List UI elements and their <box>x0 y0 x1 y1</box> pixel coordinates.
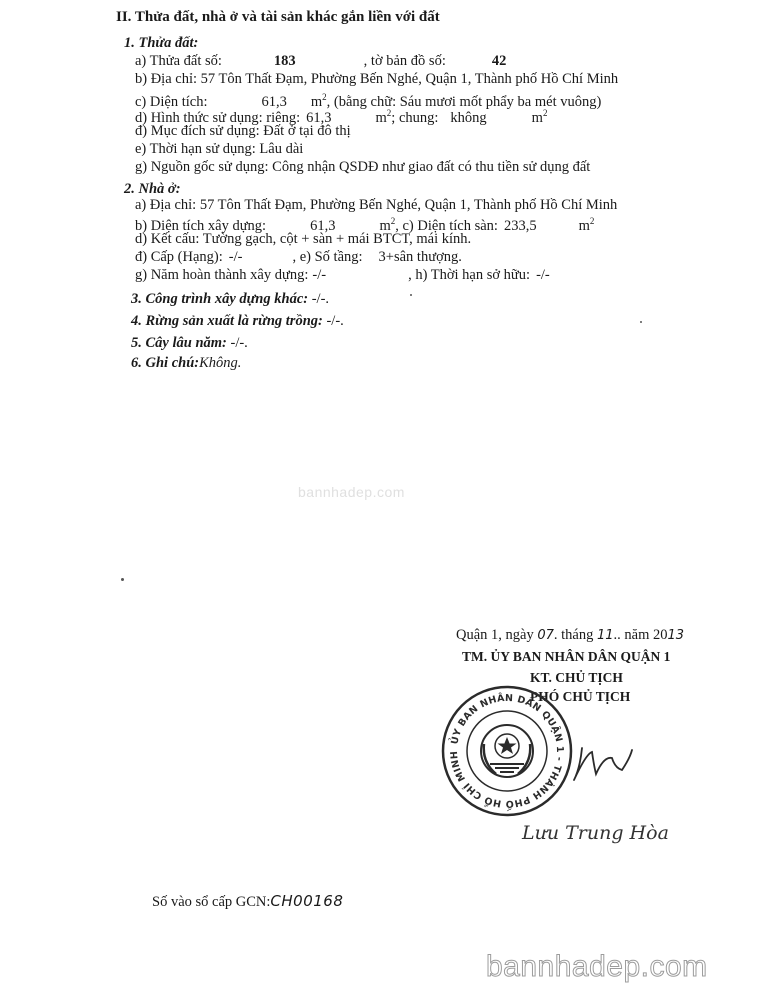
land-area-words: , (bằng chữ: Sáu mươi mốt phẩy ba mét vuông) <box>326 94 602 110</box>
forest-label: 4. Rừng sản xuất là rừng trồng: <box>131 313 323 329</box>
house-area-line: b) Diện tích xây dựng: 61,3 $m^2$, c) Diện tích sàn: 233,5 $m^2$ <box>135 216 595 234</box>
date-day: 07 <box>537 628 554 643</box>
signature-scribble-icon <box>560 738 660 788</box>
usage-form-label: d) Hình thức sử dụng: riêng: <box>135 110 301 126</box>
house-grade-line <box>135 248 462 266</box>
house-year-line <box>135 266 550 284</box>
gcn-label: Số vào sổ cấp GCN: <box>152 894 271 910</box>
date-month: 11 <box>596 628 614 643</box>
perennial-line <box>131 334 248 352</box>
floor-area-value: 233,5 <box>503 218 537 234</box>
scan-speck <box>640 321 642 323</box>
parcel-number-label: a) Thửa đất số: <box>135 53 222 69</box>
land-heading: 1. Thửa đất: <box>124 35 199 51</box>
issuing-authority: TM. ỦY BAN NHÂN DÂN QUẬN 1 <box>462 649 671 664</box>
usage-purpose: đ) Mục đích sử dụng: Đất ở tại đô thị <box>135 123 351 139</box>
watermark-small: bannhadep.com <box>298 484 405 500</box>
official-seal-icon <box>440 684 574 818</box>
map-sheet-value: 42 <box>491 53 507 69</box>
other-works-value: -/-. <box>311 291 330 307</box>
house-heading: 2. Nhà ở: <box>124 181 181 197</box>
note-line <box>131 354 241 372</box>
perennial-value: -/-. <box>230 335 248 351</box>
usage-common-value: không <box>450 110 487 126</box>
land-area-label: c) Diện tích: <box>135 94 208 110</box>
date-prefix: Quận 1, ngày <box>456 627 534 643</box>
house-grade-value: -/- <box>228 249 243 265</box>
completion-year-label: g) Năm hoàn thành xây dựng: <box>135 267 309 283</box>
house-grade-label: đ) Cấp (Hạng): <box>135 249 223 265</box>
completion-year-value: -/- <box>312 267 327 283</box>
gcn-value: CH00168 <box>270 892 344 910</box>
house-structure: d) Kết cấu: Tường gạch, cột + sàn + mái BTCT, mái kính. <box>135 231 472 247</box>
other-works-label: 3. Công trình xây dựng khác: <box>131 291 309 307</box>
floors-value: 3+sân thượng. <box>378 249 462 265</box>
note-value: Không. <box>199 355 242 371</box>
date-year-label: năm 20 <box>624 627 668 643</box>
forest-line <box>131 312 344 330</box>
scan-speck <box>121 578 124 581</box>
parcel-number-value: 183 <box>273 53 296 69</box>
floor-area-label: , c) Diện tích sàn: <box>395 218 498 234</box>
usage-origin: g) Nguồn gốc sử dụng: Công nhận QSDĐ như giao đất có thu tiền sử dụng đất <box>135 159 591 175</box>
land-address: b) Địa chỉ: 57 Tôn Thất Đạm, Phường Bến Nghé, Quận 1, Thành phố Hồ Chí Minh <box>135 71 619 87</box>
authority-role: KT. CHỦ TỊCH <box>530 670 623 685</box>
land-area-value: 61,3 <box>261 94 287 110</box>
usage-common-label: ; chung: <box>391 110 439 126</box>
building-area-value: 61,3 <box>310 218 336 234</box>
issue-date: Quận 1, ngày 07. tháng 11.. năm 2013 <box>456 627 685 643</box>
svg-text:ỦY BAN NHÂN DÂN QUẬN 1 - THÀNH: ỦY BAN NHÂN DÂN QUẬN 1 - THÀNH PHỐ HỒ CHÍ MINH <box>448 692 566 810</box>
map-sheet-label: , tờ bản đồ số: <box>363 53 446 69</box>
usage-term: e) Thời hạn sử dụng: Lâu dài <box>135 141 304 157</box>
forest-value: -/-. <box>326 313 344 329</box>
date-year-suffix: 13 <box>667 628 685 643</box>
authority-vice-role: PHÓ CHỦ TỊCH <box>530 689 631 704</box>
gcn-register-line <box>152 892 343 911</box>
ownership-term-value: -/- <box>536 267 550 283</box>
land-parcel-line <box>135 52 506 70</box>
ownership-term-label: , h) Thời hạn sở hữu: <box>408 267 531 283</box>
building-area-label: b) Diện tích xây dựng: <box>135 218 267 234</box>
note-label: 6. Ghi chú: <box>131 355 200 371</box>
scan-speck <box>410 294 412 296</box>
signer-name: Lưu Trung Hòa <box>522 822 669 844</box>
land-usage-form-line: d) Hình thức sử dụng: riêng: 61,3 $m^2$; chung: không $m^2$ <box>135 108 548 126</box>
watermark-large: bannhadep.com <box>486 950 708 983</box>
other-works-line <box>131 290 329 308</box>
floors-label: , e) Số tầng: <box>292 249 363 265</box>
house-address: a) Địa chỉ: 57 Tôn Thất Đạm, Phường Bến Nghé, Quận 1, Thành phố Hồ Chí Minh <box>135 197 618 213</box>
usage-private-value: 61,3 <box>306 110 332 126</box>
land-area-line: c) Diện tích: 61,3 $m^2$, (bằng chữ: Sáu mươi mốt phẩy ba mét vuông) <box>135 92 602 110</box>
land-area-unit: m <box>310 94 323 110</box>
section-title: II. Thửa đất, nhà ở và tài sản khác gắn liền với đất <box>116 9 440 25</box>
perennial-label: 5. Cây lâu năm: <box>131 335 227 351</box>
date-month-label: tháng <box>561 627 594 643</box>
